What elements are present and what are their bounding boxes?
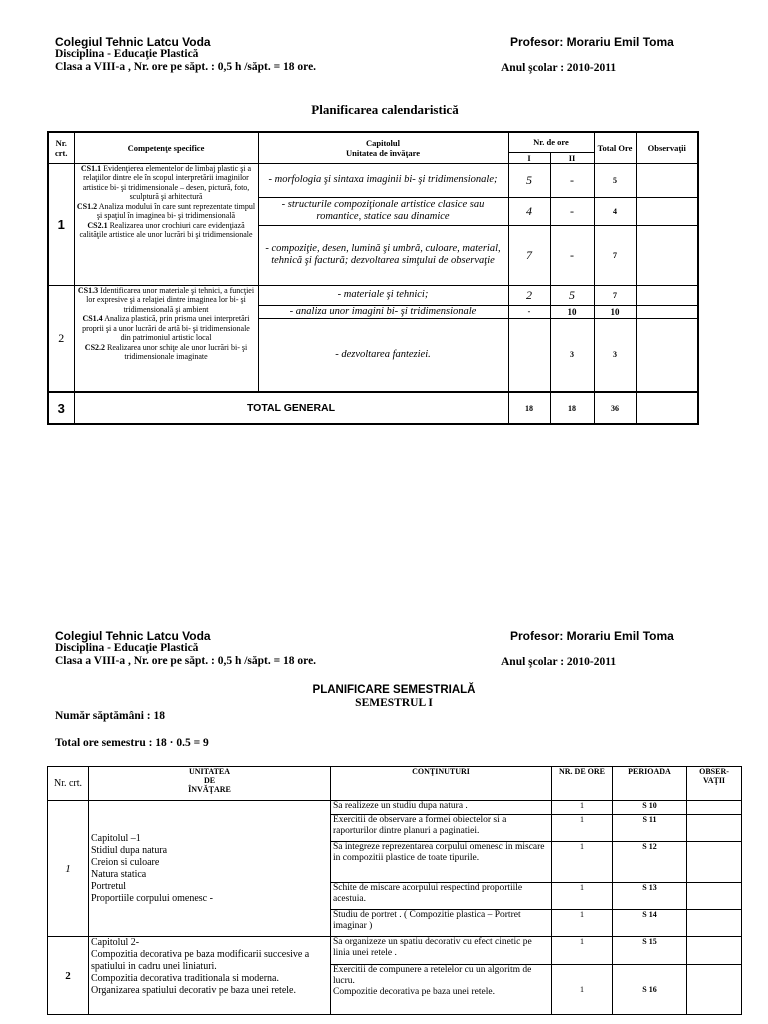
header-total: Total Ore <box>594 132 636 163</box>
header-obs: Observaţii <box>636 132 698 163</box>
hours-cell: 1 <box>552 883 613 910</box>
competences-cell <box>74 163 258 285</box>
obs-cell <box>687 965 742 1015</box>
school-name: Colegiul Tehnic Latcu Voda <box>55 35 211 49</box>
obs-cell <box>636 225 698 285</box>
hours-total: 7 <box>594 225 636 285</box>
competence-item: CS1.4 Analiza plastică, prin prisma unei interpretări proprii şi a unor lucrări de artă bi- şi tridimensionale din patrimoniul artistic local <box>82 314 250 342</box>
content-cell: Studiu de portret . ( Compozitie plastica – Portret imaginar ) <box>331 910 552 937</box>
hours-ii: 3 <box>550 318 594 392</box>
header-chapter <box>258 132 508 163</box>
school-name-2: Colegiul Tehnic Latcu Voda <box>55 629 211 643</box>
obs-cell <box>687 842 742 883</box>
header-nr-2: Nr. crt. <box>48 767 89 801</box>
hours-ii: 10 <box>550 305 594 318</box>
obs-cell <box>636 197 698 225</box>
row-nr: 1 <box>48 801 89 937</box>
school-year: Anul şcolar : 2010-2011 <box>501 62 617 74</box>
hours-i: - <box>508 305 550 318</box>
obs-cell <box>636 285 698 305</box>
header-nr: Nr. crt. <box>48 132 74 163</box>
content-cell: Schite de miscare acorpului respectind proportiile acestuia. <box>331 883 552 910</box>
obs-cell <box>687 801 742 815</box>
content-cell: Exercitii de observare a formei obiectelor si a raporturilor dintre planuri a paginatiei. <box>331 815 552 842</box>
calendar-plan-table <box>47 131 699 425</box>
total-hours: 36 <box>594 392 636 424</box>
hours-ii: - <box>550 197 594 225</box>
semester-title: PLANIFICARE SEMESTRIALĂ <box>312 684 476 696</box>
period-cell: S 13 <box>613 883 687 910</box>
hours-ii: - <box>550 163 594 197</box>
total-hours-i: 18 <box>508 392 550 424</box>
hours-cell: 1 <box>552 965 613 1015</box>
obs-cell <box>687 937 742 965</box>
unit-cell: Capitolul 2- Compozitia decorativa pe baza modificarii succesive a spatiului in cadru unei liniaturi. Compozitia decorativa traditionala si moderna. Organizarea spatiului decorativ pe baza unei retele. <box>89 937 331 1015</box>
unit-cell: Capitolul –1 Stidiul dupa natura Creion si culoare Natura statica Portretul Proportiile corpului omenesc - <box>89 801 331 937</box>
chapter-cell: - materiale şi tehnici; <box>258 285 508 305</box>
header-hours: Nr. de ore <box>508 132 594 152</box>
obs-cell <box>687 910 742 937</box>
hours-ii: 5 <box>550 285 594 305</box>
period-cell: S 11 <box>613 815 687 842</box>
header-hours-i: I <box>508 152 550 163</box>
row-nr: 2 <box>48 285 74 392</box>
obs-cell <box>636 163 698 197</box>
content-cell: Sa organizeze un spatiu decorativ cu efect cinetic pe linia unei retele . <box>331 937 552 965</box>
hours-ii: - <box>550 225 594 285</box>
class-info: Clasa a VIII-a , Nr. ore pe săpt. : 0,5 h /săpt. = 18 ore. <box>55 61 317 73</box>
teacher-name-2: Profesor: Morariu Emil Toma <box>510 629 674 643</box>
competence-item: CS1.3 Identificarea unor materiale şi tehnici, a funcţiei lor expresive şi a relaţiei dintre imaginea lor bi- şi tridimensională şi ambient <box>77 285 255 314</box>
header-period: PERIOADA <box>613 767 687 801</box>
discipline: Disciplina - Educaţie Plastică <box>55 48 199 60</box>
hours-i <box>508 318 550 392</box>
hours-i: 2 <box>508 285 550 305</box>
total-label: TOTAL GENERAL <box>74 392 508 424</box>
total-nr: 3 <box>48 392 74 424</box>
page-title: Planificarea calendaristică <box>311 102 459 117</box>
competence-item: CS1.2 Analiza modului în care sunt reprezentate timpul şi spaţiul în imaginea bi- şi tridimensională <box>76 201 256 220</box>
header-hours-ii: II <box>550 152 594 163</box>
period-cell: S 15 <box>613 937 687 965</box>
weeks-count: Număr săptămâni : 18 <box>55 710 166 722</box>
semester-plan-table <box>47 766 742 1015</box>
obs-cell <box>687 815 742 842</box>
header-competences: Competenţe specifice <box>74 132 258 163</box>
header-chapter-l1: Capitolul <box>365 137 400 148</box>
chapter-cell: - dezvoltarea fanteziei. <box>258 318 508 392</box>
hours-cell: 1 <box>552 937 613 965</box>
competences-cell <box>74 285 258 392</box>
header-chapter-l2: Unitatea de învăţare <box>346 147 420 158</box>
competence-item: CS1.1 Evidenţierea elementelor de limbaj plastic şi a relaţiilor dintre ele în scopul interpretării imaginilor artistice bi- şi tridimensionale – desen, pictură, foto, sculptură şi arhitectură <box>80 163 252 201</box>
teacher-name: Profesor: Morariu Emil Toma <box>510 35 674 49</box>
total-hours-ii: 18 <box>550 392 594 424</box>
period-cell: S 12 <box>613 842 687 883</box>
period-cell: S 14 <box>613 910 687 937</box>
header-unit: UNITATEA DE ÎNVĂŢARE <box>89 767 331 801</box>
hours-i: 4 <box>508 197 550 225</box>
header-hours-2: NR. DE ORE <box>552 767 613 801</box>
hours-cell: 1 <box>552 815 613 842</box>
hours-total: 4 <box>594 197 636 225</box>
hours-total: 10 <box>594 305 636 318</box>
row-nr: 1 <box>48 163 74 285</box>
hours-total: 5 <box>594 163 636 197</box>
period-cell: S 10 <box>613 801 687 815</box>
class-info-2: Clasa a VIII-a , Nr. ore pe săpt. : 0,5 h /săpt. = 18 ore. <box>55 655 317 667</box>
chapter-cell: - structurile compoziţionale artistice clasice sau romantice, statice sau dinamice <box>258 197 508 225</box>
chapter-cell: - analiza unor imagini bi- şi tridimensionale <box>258 305 508 318</box>
hours-total: 7 <box>594 285 636 305</box>
obs-cell <box>687 883 742 910</box>
obs-cell <box>636 305 698 318</box>
hours-i: 7 <box>508 225 550 285</box>
obs-cell <box>636 318 698 392</box>
chapter-cell: - morfologia şi sintaxa imaginii bi- şi tridimensionale; <box>258 163 508 197</box>
hours-cell: 1 <box>552 842 613 883</box>
period-cell: S 16 <box>613 965 687 1015</box>
hours-i: 5 <box>508 163 550 197</box>
hours-cell: 1 <box>552 801 613 815</box>
total-semester-hours: Total ore semestru : 18 · 0.5 = 9 <box>55 737 209 749</box>
header-content: CONŢINUTURI <box>331 767 552 801</box>
content-cell: Sa integreze reprezentarea corpului omenesc in miscare in compozitii plastice de toate tipurile. <box>331 842 552 883</box>
row-nr: 2 <box>48 937 89 1015</box>
semester-subtitle: SEMESTRUL I <box>355 697 433 709</box>
competence-item: CS2.2 Realizarea unor schiţe ale unor lucrări bi- şi tridimensionale imaginate <box>84 342 248 361</box>
hours-total: 3 <box>594 318 636 392</box>
header-obs-2: OBSER-VAŢII <box>687 767 742 801</box>
content-cell: Sa realizeze un studiu dupa natura . <box>331 801 552 815</box>
hours-cell: 1 <box>552 910 613 937</box>
content-cell: Exercitii de compunere a retelelor cu un algoritm de lucru. Compozitie decorativa pe baza unei retele. <box>331 965 552 1015</box>
school-year-2: Anul şcolar : 2010-2011 <box>501 656 617 668</box>
chapter-cell: - compoziţie, desen, lumină şi umbră, culoare, material, tehnică şi factură; dezvoltarea simţului de observaţie <box>258 225 508 285</box>
obs-cell <box>636 392 698 424</box>
discipline-2: Disciplina - Educaţie Plastică <box>55 642 199 654</box>
competence-item: CS2.1 Realizarea unor crochiuri care evidenţiază calităţile artistice ale unor lucrări bi şi tridimensionale <box>79 220 253 239</box>
